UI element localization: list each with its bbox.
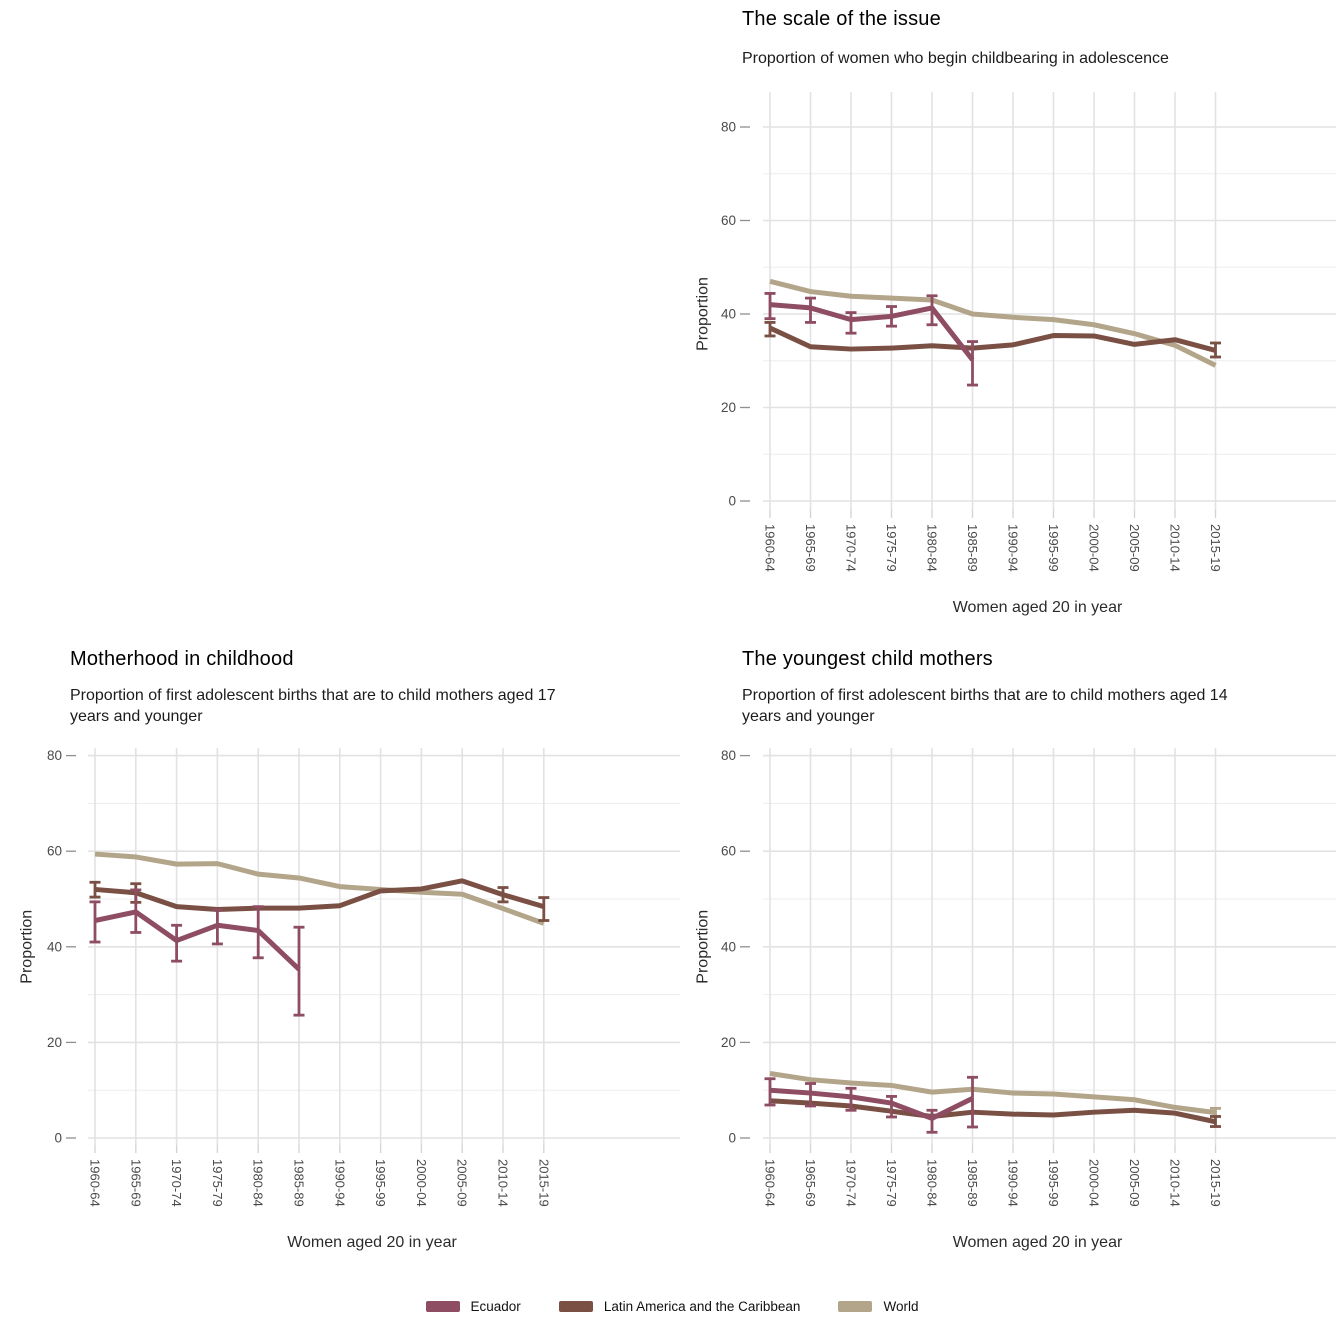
x-tick-label: 1975-79 xyxy=(884,524,899,572)
y-tick-label: 40 xyxy=(46,939,62,955)
y-tick-label: 40 xyxy=(720,939,736,955)
y-tick-label: 40 xyxy=(720,306,736,322)
legend-label: Ecuador xyxy=(470,1298,521,1314)
y-tick-label: 60 xyxy=(720,843,736,859)
chart-subtitle: Proportion of women who begin childbearing in adolescence xyxy=(742,50,1169,67)
y-tick-label: 20 xyxy=(720,400,736,415)
line-chart-scale-of-issue xyxy=(690,0,1344,645)
chart-youngest-child-mothers xyxy=(690,640,1344,1285)
series-line-latin-america-and-the-caribbean xyxy=(95,881,544,910)
series-line-world xyxy=(770,281,1216,365)
x-axis xyxy=(88,1145,552,1251)
x-tick-label: 1995-99 xyxy=(1046,524,1061,572)
x-tick-label: 1975-79 xyxy=(209,1159,225,1207)
chart-subtitle: Proportion of first adolescent births that are to child mothers aged 14 years and younger xyxy=(742,687,1228,725)
legend-item-ecuador xyxy=(426,1299,521,1314)
y-axis xyxy=(695,748,751,1145)
chart-subtitle: Proportion of first adolescent births that are to child mothers aged 17 years and younger xyxy=(70,687,556,725)
y-tick-label: 0 xyxy=(728,493,736,509)
x-tick-label: 2000-04 xyxy=(1086,524,1102,572)
y-tick-label: 20 xyxy=(720,1034,736,1050)
x-tick-label: 1965-69 xyxy=(803,524,818,572)
x-tick-label: 1990-94 xyxy=(332,1159,348,1207)
x-tick-label: 2010-14 xyxy=(1167,524,1183,572)
chart-legend xyxy=(0,1291,1344,1321)
y-axis xyxy=(695,120,751,509)
legend-item-latin-america-and-the-caribbean xyxy=(559,1299,801,1314)
gridlines xyxy=(763,92,1336,510)
chart-scale-of-issue xyxy=(690,0,1344,645)
legend-swatch xyxy=(559,1301,593,1312)
y-tick-label: 0 xyxy=(54,1130,62,1146)
legend-label: Latin America and the Caribbean xyxy=(603,1298,801,1314)
x-axis xyxy=(763,1145,1224,1251)
x-tick-label: 1960-64 xyxy=(762,524,778,572)
series-line-ecuador xyxy=(95,912,299,969)
x-tick-label: 2000-04 xyxy=(413,1159,429,1207)
x-tick-label: 2005-09 xyxy=(1127,524,1142,572)
chart-title: The youngest child mothers xyxy=(742,648,993,670)
chart-title: Motherhood in childhood xyxy=(70,648,294,670)
x-axis-title: Women aged 20 in year xyxy=(952,599,1123,616)
x-tick-label: 1965-69 xyxy=(803,1159,818,1207)
series-line-ecuador xyxy=(770,305,973,360)
x-tick-label: 1970-74 xyxy=(169,1159,185,1207)
line-chart-motherhood-in-childhood xyxy=(0,640,690,1285)
x-tick-label: 2015-19 xyxy=(536,1159,552,1207)
y-tick-label: 80 xyxy=(46,748,62,764)
x-tick-label: 1960-64 xyxy=(762,1159,778,1207)
y-tick-label: 80 xyxy=(720,748,736,764)
x-tick-label: 1995-99 xyxy=(1046,1159,1061,1207)
y-axis xyxy=(19,748,77,1145)
x-tick-label: 2015-19 xyxy=(1208,1159,1223,1207)
y-tick-label: 20 xyxy=(46,1034,62,1050)
x-axis-title: Women aged 20 in year xyxy=(287,1234,457,1251)
y-axis-title: Proportion xyxy=(694,277,712,351)
x-tick-label: 1980-84 xyxy=(250,1159,266,1207)
x-tick-label: 1980-84 xyxy=(924,1159,940,1207)
legend-swatch xyxy=(838,1301,872,1312)
x-tick-label: 1975-79 xyxy=(884,1159,899,1207)
y-tick-label: 0 xyxy=(728,1130,736,1146)
x-axis xyxy=(763,510,1224,616)
legend-swatch xyxy=(426,1301,460,1312)
line-chart-youngest-child-mothers xyxy=(690,640,1344,1285)
x-tick-label: 1985-89 xyxy=(965,1159,980,1207)
x-tick-label: 1985-89 xyxy=(291,1159,307,1207)
legend-item-world xyxy=(838,1299,918,1314)
x-tick-label: 1985-89 xyxy=(965,524,980,572)
x-tick-label: 1965-69 xyxy=(128,1159,144,1207)
y-tick-label: 60 xyxy=(720,213,736,228)
x-tick-label: 2005-09 xyxy=(454,1159,470,1207)
series-line-world xyxy=(95,854,544,923)
x-tick-label: 1990-94 xyxy=(1005,524,1021,572)
x-tick-label: 1990-94 xyxy=(1005,1159,1021,1207)
y-axis-title: Proportion xyxy=(18,909,36,984)
x-tick-label: 1960-64 xyxy=(87,1159,103,1207)
y-tick-label: 80 xyxy=(720,119,736,135)
x-tick-label: 2010-14 xyxy=(1167,1159,1183,1207)
x-axis-title: Women aged 20 in year xyxy=(952,1234,1123,1251)
legend-label: World xyxy=(883,1298,919,1314)
x-tick-label: 1970-74 xyxy=(843,1159,859,1207)
x-tick-label: 2015-19 xyxy=(1208,524,1223,572)
gridlines xyxy=(763,748,1336,1145)
y-tick-label: 60 xyxy=(46,843,62,859)
x-tick-label: 1970-74 xyxy=(843,524,859,572)
x-tick-label: 2000-04 xyxy=(1086,1159,1102,1207)
x-tick-label: 1980-84 xyxy=(924,524,940,572)
x-tick-label: 1995-99 xyxy=(373,1159,389,1207)
x-tick-label: 2005-09 xyxy=(1127,1159,1142,1207)
chart-motherhood-in-childhood xyxy=(0,640,690,1285)
x-tick-label: 2010-14 xyxy=(495,1159,511,1207)
y-axis-title: Proportion xyxy=(694,909,712,984)
chart-title: The scale of the issue xyxy=(742,8,941,30)
